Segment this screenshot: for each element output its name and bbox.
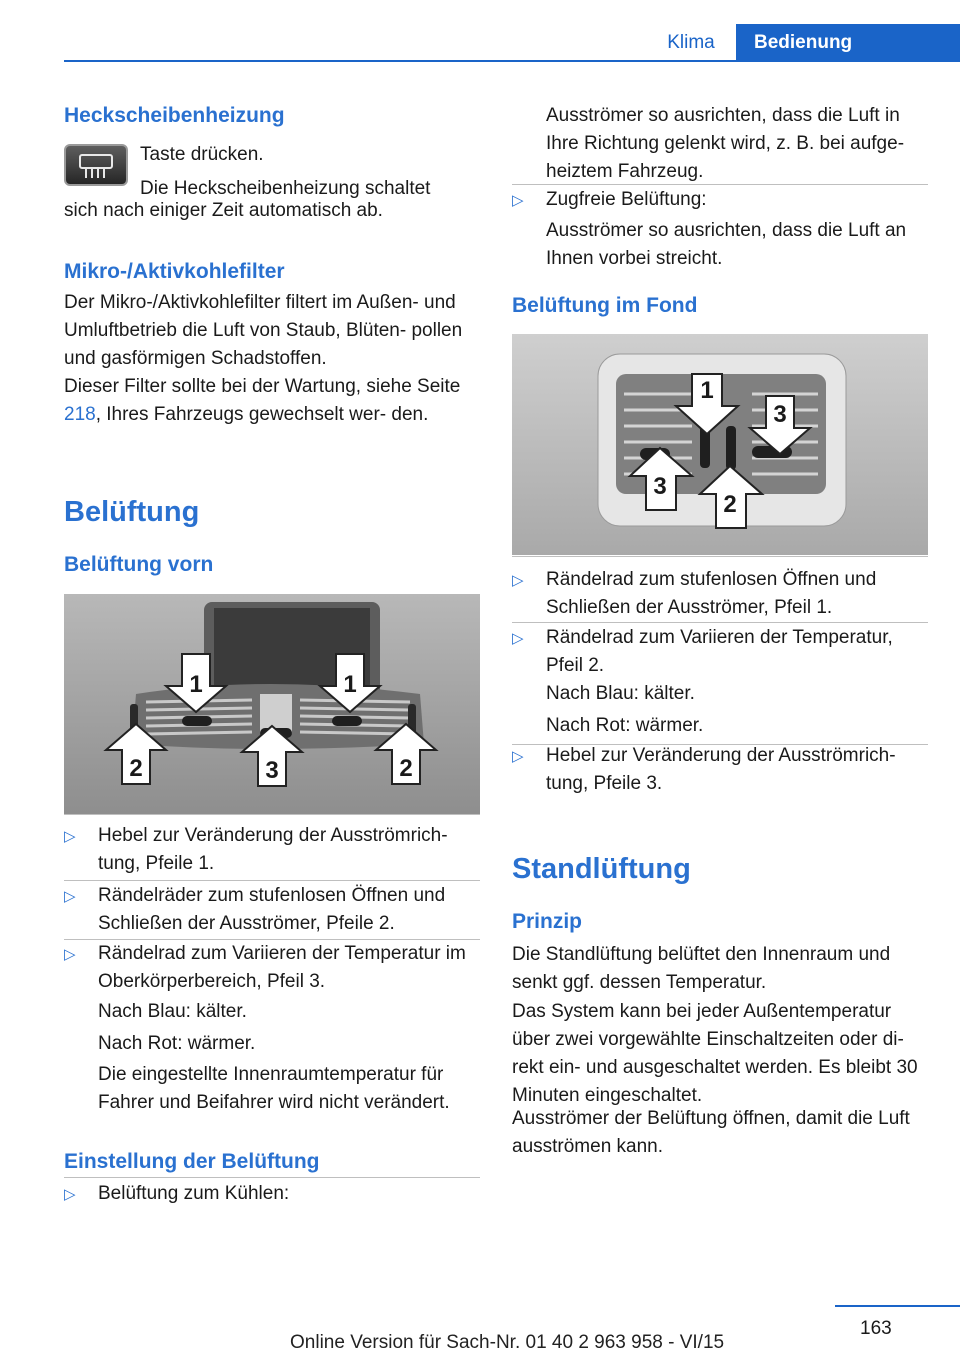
front-label-1b: 1 <box>343 671 357 698</box>
bullet-marker-icon: ▷ <box>64 1186 76 1203</box>
rear-defrost-icon <box>66 146 126 184</box>
prinzip-paragraph-2: Das System kann bei jeder Außentemperatur über zwei vorgewählte Einschaltzeiten oder di- rekt ein- und ausgeschaltet werden. Es bleibt 30 Minuten eingeschaltet. <box>512 1001 918 1106</box>
front-label-1a: 1 <box>189 671 203 698</box>
right-blau-text: Nach Blau: kälter. <box>546 683 695 704</box>
list-item: ▷ Hebel zur Veränderung der Ausströmrich- tung, Pfeile 3. <box>512 742 928 798</box>
heading-prinzip: Prinzip <box>512 910 583 933</box>
figure-rear-vents <box>512 334 928 555</box>
separator <box>512 184 928 185</box>
rear-label-1: 1 <box>700 377 714 404</box>
header-tab-bedienung[interactable]: Bedienung <box>736 24 960 62</box>
bullet-marker-icon: ▷ <box>64 946 76 963</box>
mikro-paragraph-1: Der Mikro-/Aktivkohlefilter filtert im Außen- und Umluftbetrieb die Luft von Staub, Blüten- pollen und gasförmigen Schadstoffen. <box>64 292 463 369</box>
page-number: 163 <box>860 1318 892 1339</box>
list-item: ▷ Zugfreie Belüftung: <box>512 186 928 215</box>
separator <box>64 880 480 881</box>
front-label-2b: 2 <box>399 755 413 782</box>
heading-belueftung: Belüftung <box>64 496 200 528</box>
page-link-218[interactable]: 218 <box>64 404 96 425</box>
bullet-marker-icon: ▷ <box>512 192 524 209</box>
heading-heckscheibenheizung: Heckscheibenheizung <box>64 104 285 127</box>
heading-mikrofilter: Mikro-/Aktivkohlefilter <box>64 260 285 283</box>
rear-label-3b: 3 <box>653 473 667 500</box>
mikro-paragraph-2: Dieser Filter sollte bei der Wartung, siehe Seite 218, Ihres Fahrzeugs gewechselt wer- den. <box>64 376 461 425</box>
heading-standlueftung: Standlüftung <box>512 853 691 885</box>
prinzip-paragraph-3: Ausströmer der Belüftung öffnen, damit die Luft ausströmen kann. <box>512 1108 910 1157</box>
online-version-note: Online Version für Sach-Nr. 01 40 2 963 958 - VI/15 <box>290 1332 725 1353</box>
bullet-marker-icon: ▷ <box>64 828 76 845</box>
front-label-3: 3 <box>265 757 279 784</box>
prinzip-paragraph-1: Die Standlüftung belüftet den Innenraum und senkt ggf. dessen Temperatur. <box>512 944 891 993</box>
rear-defrost-button-icon <box>64 144 128 186</box>
bullet-marker-icon: ▷ <box>64 888 76 905</box>
list-item: ▷ Rändelrad zum Variieren der Temperatur, Pfeil 2. <box>512 624 928 680</box>
front-vents-illustration <box>64 594 480 814</box>
right-ausstroemer-text: Ausströmer so ausrichten, dass die Luft in Ihre Richtung gelenkt wird, z. B. bei aufge- heiztem Fahrzeug. <box>546 105 905 182</box>
rear-vents-illustration <box>512 334 928 555</box>
right-rot-text: Nach Rot: wärmer. <box>546 715 704 736</box>
heading-einstellung: Einstellung der Belüftung <box>64 1150 320 1173</box>
list-item: ▷ Hebel zur Veränderung der Ausströmrich- tung, Pfeile 1. <box>64 822 480 878</box>
heading-belueftung-vorn: Belüftung vorn <box>64 553 214 576</box>
front-label-2a: 2 <box>129 755 143 782</box>
header-rule <box>64 60 960 62</box>
list-item: ▷ Belüftung zum Kühlen: <box>64 1180 480 1209</box>
separator <box>512 622 928 623</box>
bullet-marker-icon: ▷ <box>512 572 524 589</box>
footer-rule <box>835 1305 960 1307</box>
heading-belueftung-fond: Belüftung im Fond <box>512 294 698 317</box>
left-rot-text: Nach Rot: wärmer. <box>98 1033 256 1054</box>
header-tab-klima[interactable]: Klima <box>667 32 715 53</box>
left-blau-text: Nach Blau: kälter. <box>98 1001 247 1022</box>
heck-desc-line2: sich nach einiger Zeit automatisch ab. <box>64 200 383 221</box>
separator <box>512 556 928 557</box>
right-zugfrei-text: Ausströmer so ausrichten, dass die Luft an Ihnen vorbei streicht. <box>546 220 907 269</box>
heck-desc-line1: Die Heckscheibenheizung schaltet <box>140 178 431 199</box>
heck-step-text: Taste drücken. <box>140 144 264 165</box>
separator <box>64 1177 480 1178</box>
bullet-marker-icon: ▷ <box>512 748 524 765</box>
rear-label-2: 2 <box>723 491 737 518</box>
left-eingestellt-text: Die eingestellte Innenraumtemperatur für Fahrer und Beifahrer wird nicht verändert. <box>98 1064 450 1113</box>
bullet-marker-icon: ▷ <box>512 630 524 647</box>
list-item: ▷ Rändelrad zum Variieren der Temperatur im Oberkörperbereich, Pfeil 3. <box>64 940 480 996</box>
separator <box>64 814 480 815</box>
rear-label-3a: 3 <box>773 401 787 428</box>
list-item: ▷ Rändelräder zum stufenlosen Öffnen und Schließen der Ausströmer, Pfeile 2. <box>64 882 480 938</box>
list-item: ▷ Rändelrad zum stufenlosen Öffnen und Schließen der Ausströmer, Pfeil 1. <box>512 566 928 622</box>
figure-front-vents <box>64 594 480 814</box>
